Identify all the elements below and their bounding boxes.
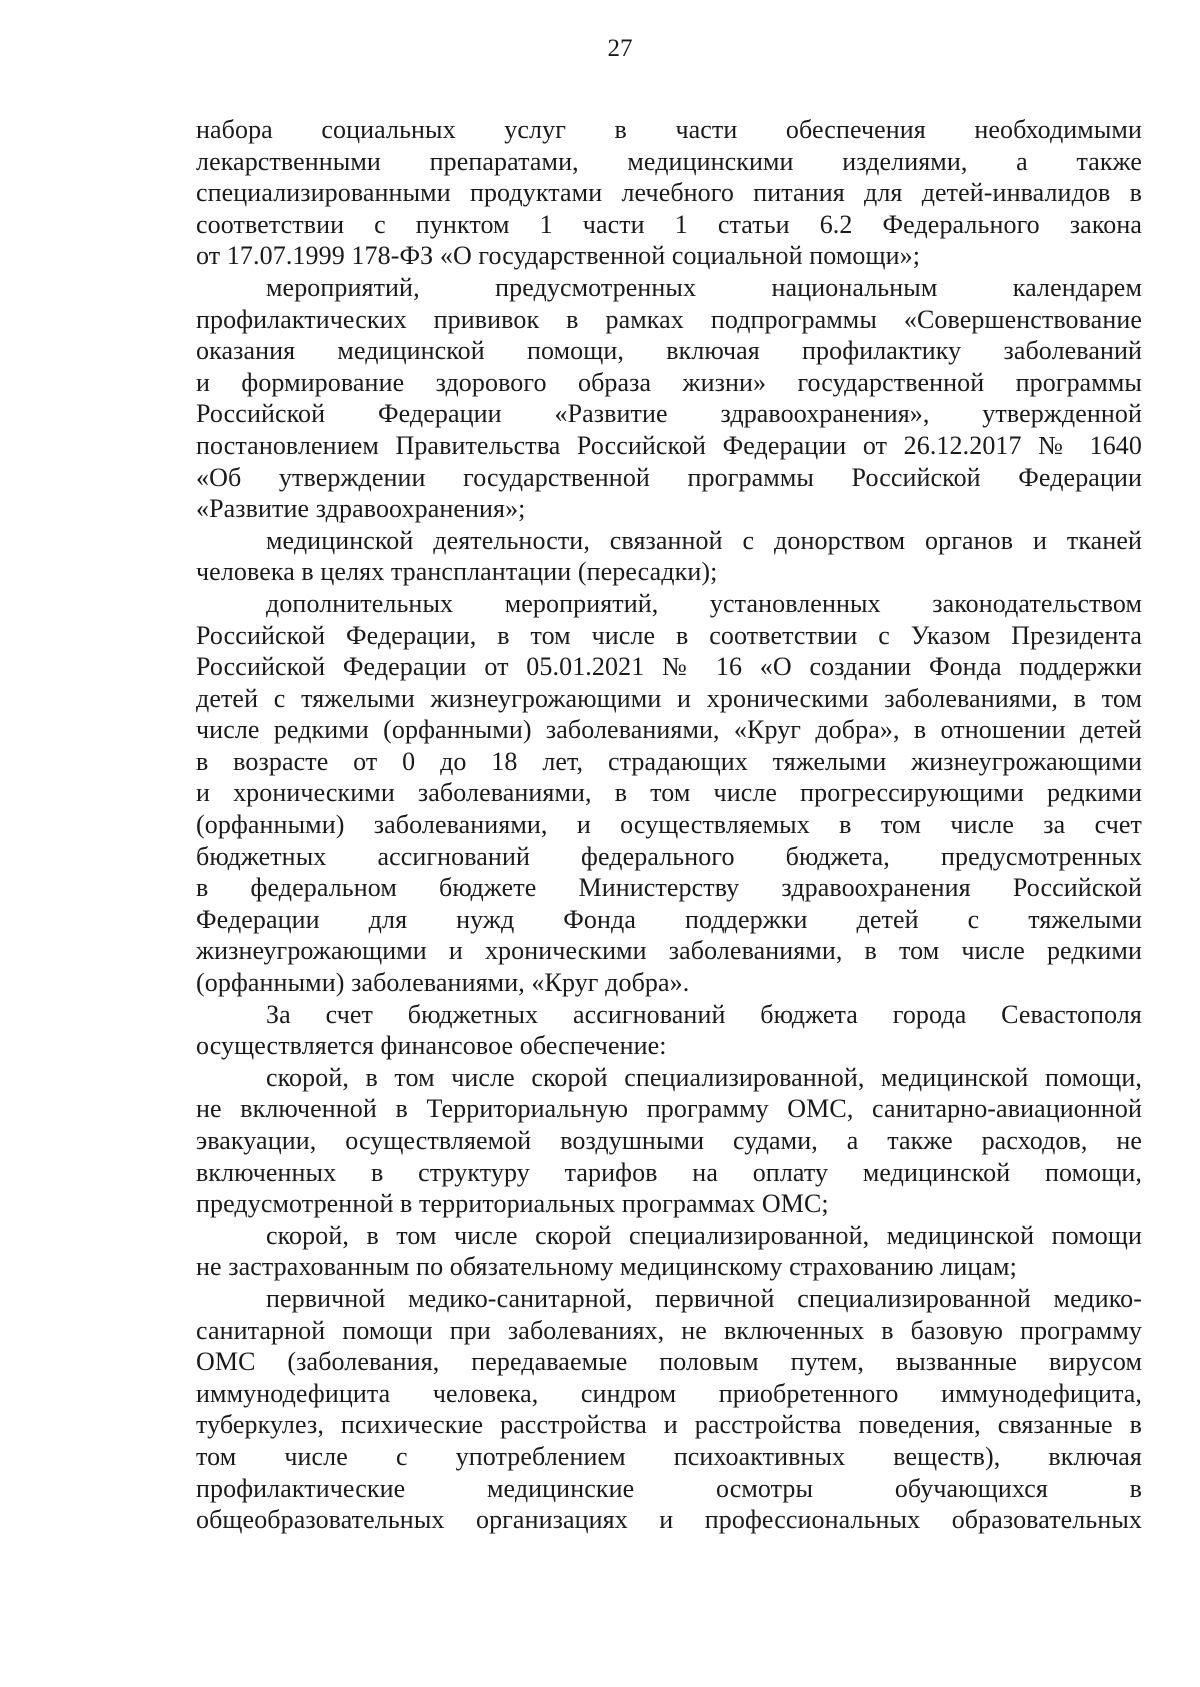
paragraph	[196, 1062, 1142, 1220]
text-line: дополнительных мероприятий, установленных законодательством	[266, 588, 1142, 618]
text-line: профилактические медицинские осмотры обучающихся в	[196, 1473, 1142, 1503]
text-line: оказания медицинской помощи, включая профилактику заболеваний	[196, 336, 1142, 366]
text-line: не включенной в Территориальную программу ОМС, санитарно-авиационной	[196, 1094, 1142, 1124]
text-line: в возрасте от 0 до 18 лет, страдающих тяжелыми жизнеугрожающими	[196, 746, 1142, 776]
paragraph	[196, 588, 1142, 999]
paragraph	[196, 114, 1142, 272]
text-line: первичной медико-санитарной, первичной специализированной медико-	[266, 1283, 1142, 1313]
text-line: ОМС (заболевания, передаваемые половым путем, вызванные вирусом	[196, 1347, 1142, 1377]
text-line: не застрахованным по обязательному медицинскому страхованию лицам;	[196, 1252, 1017, 1282]
text-line: специализированными продуктами лечебного питания для детей-инвалидов в	[196, 178, 1142, 208]
text-line: Российской Федерации «Развитие здравоохранения», утвержденной	[196, 399, 1142, 429]
text-line: скорой, в том числе скорой специализированной, медицинской помощи,	[266, 1062, 1142, 1092]
text-line: лекарственными препаратами, медицинскими изделиями, а также	[196, 146, 1142, 176]
text-line: «Развитие здравоохранения»;	[196, 494, 526, 524]
text-line: жизнеугрожающими и хроническими заболеваниями, в том числе редкими	[196, 936, 1142, 966]
text-line: и формирование здорового образа жизни» государственной программы	[196, 367, 1142, 397]
paragraph	[196, 272, 1142, 525]
text-line: Российской Федерации от 05.01.2021 № 16 «О создании Фонда поддержки	[196, 652, 1142, 682]
text-line: человека в целях трансплантации (пересадки);	[196, 557, 718, 587]
text-line: эвакуации, осуществляемой воздушными судами, а также расходов, не	[196, 1126, 1142, 1155]
text-line: общеобразовательных организациях и профессиональных образовательных	[196, 1505, 1142, 1535]
text-line: детей с тяжелыми жизнеугрожающими и хроническими заболеваниями, в том	[196, 683, 1142, 713]
page-number: 27	[607, 35, 633, 62]
paragraph	[196, 1283, 1142, 1536]
document-body	[196, 114, 1142, 1536]
text-line: включенных в структуру тарифов на оплату медицинской помощи,	[196, 1157, 1142, 1187]
text-line: медицинской деятельности, связанной с донорством органов и тканей	[266, 525, 1142, 555]
text-line: мероприятий, предусмотренных национальным календарем	[266, 272, 1142, 302]
text-line: и хроническими заболеваниями, в том числе прогрессирующими редкими	[196, 778, 1142, 808]
text-line: предусмотренной в территориальных программах ОМС;	[196, 1189, 829, 1219]
paragraph	[196, 1220, 1142, 1283]
paragraph	[196, 999, 1142, 1062]
text-line: «Об утверждении государственной программы Российской Федерации	[196, 462, 1142, 492]
text-line: набора социальных услуг в части обеспечения необходимыми	[196, 115, 1142, 144]
text-line: (орфанными) заболеваниями, и осуществляемых в том числе за счет	[196, 810, 1142, 840]
text-line: Российской Федерации, в том числе в соответствии с Указом Президента	[196, 620, 1142, 650]
text-line: числе редкими (орфанными) заболеваниями, «Круг добра», в отношении детей	[196, 715, 1142, 745]
paragraph	[196, 525, 1142, 588]
text-line: За счет бюджетных ассигнований бюджета города Севастополя	[266, 999, 1142, 1029]
text-line: соответствии с пунктом 1 части 1 статьи 6.2 Федерального закона	[196, 209, 1142, 239]
text-line: профилактических прививок в рамках подпрограммы «Совершенствование	[196, 304, 1142, 334]
text-line: том числе с употреблением психоактивных веществ), включая	[196, 1441, 1142, 1471]
text-line: Федерации для нужд Фонда поддержки детей с тяжелыми	[196, 904, 1142, 934]
text-line: (орфанными) заболеваниями, «Круг добра».	[196, 968, 690, 998]
text-line: иммунодефицита человека, синдром приобретенного иммунодефицита,	[196, 1378, 1142, 1408]
text-line: туберкулез, психические расстройства и расстройства поведения, связанные в	[196, 1410, 1142, 1440]
text-line: в федеральном бюджете Министерству здравоохранения Российской	[196, 873, 1142, 903]
text-line: скорой, в том числе скорой специализированной, медицинской помощи	[266, 1220, 1142, 1250]
text-line: бюджетных ассигнований федерального бюджета, предусмотренных	[196, 841, 1142, 871]
text-line: осуществляется финансовое обеспечение:	[196, 1031, 667, 1061]
text-line: постановлением Правительства Российской Федерации от 26.12.2017 № 1640	[196, 430, 1142, 460]
text-line: санитарной помощи при заболеваниях, не включенных в базовую программу	[196, 1315, 1142, 1345]
text-line: от 17.07.1999 178-ФЗ «О государственной социальной помощи»;	[196, 241, 921, 271]
